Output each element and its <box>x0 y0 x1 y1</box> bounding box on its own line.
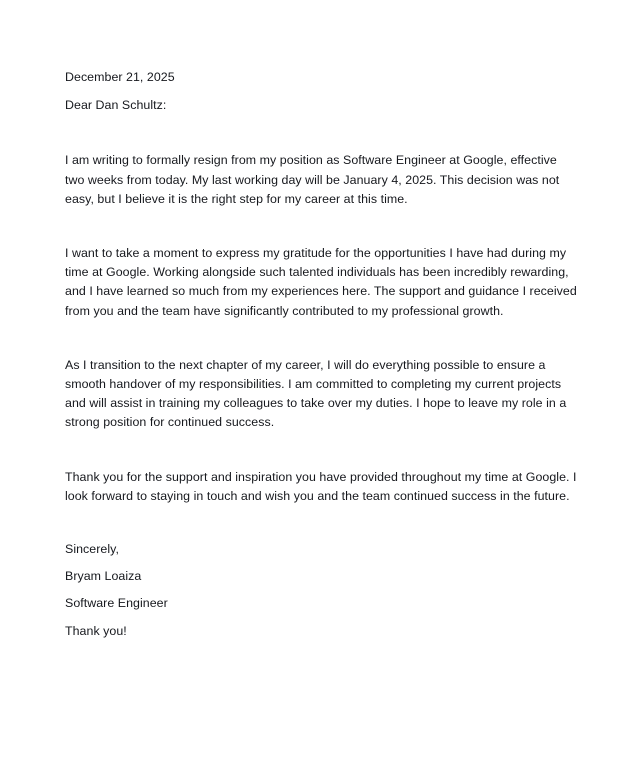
spacer-paragraph-1 <box>65 209 577 244</box>
signature-title: Software Engineer <box>65 596 168 611</box>
letter-body <box>65 68 577 641</box>
signature-block <box>65 540 577 641</box>
letter-date: December 21, 2025 <box>65 70 175 84</box>
paragraph-2: I want to take a moment to express my gratitude for the opportunities I have had during my time at Google. Working alongside such talented individuals has been incredibly rewarding, and I have learned so much from my experiences here. The support and guidance I received from you and the team have significantly contributed to my professional growth. <box>65 246 577 318</box>
paragraph-4: Thank you for the support and inspiration you have provided throughout my time at Google. I look forward to staying in touch and wish you and the team continued success in the future. <box>65 469 577 503</box>
spacer-after-greeting <box>65 115 577 151</box>
paragraph-3: As I transition to the next chapter of my career, I will do everything possible to ensure a smooth handover of my responsibilities. I am committed to completing my current projects and will assist in training my colleagues to take over my duties. I hope to leave my role in a strong position for continued success. <box>65 357 567 430</box>
spacer-paragraph-2 <box>65 321 577 356</box>
spacer-before-signature <box>65 506 577 540</box>
signature-closing: Sincerely, <box>65 542 119 557</box>
letter-greeting: Dear Dan Schultz: <box>65 98 167 113</box>
paragraph-1: I am writing to formally resign from my position as Software Engineer at Google, effective two weeks from today. My last working day will be January 4, 2025. This decision was not easy, but I believe it is the right step for my career at this time. <box>65 153 560 206</box>
signature-name: Bryam Loaiza <box>65 569 142 584</box>
letter-paragraphs <box>65 151 577 506</box>
signature-note: Thank you! <box>65 623 127 638</box>
spacer-paragraph-3 <box>65 433 577 468</box>
